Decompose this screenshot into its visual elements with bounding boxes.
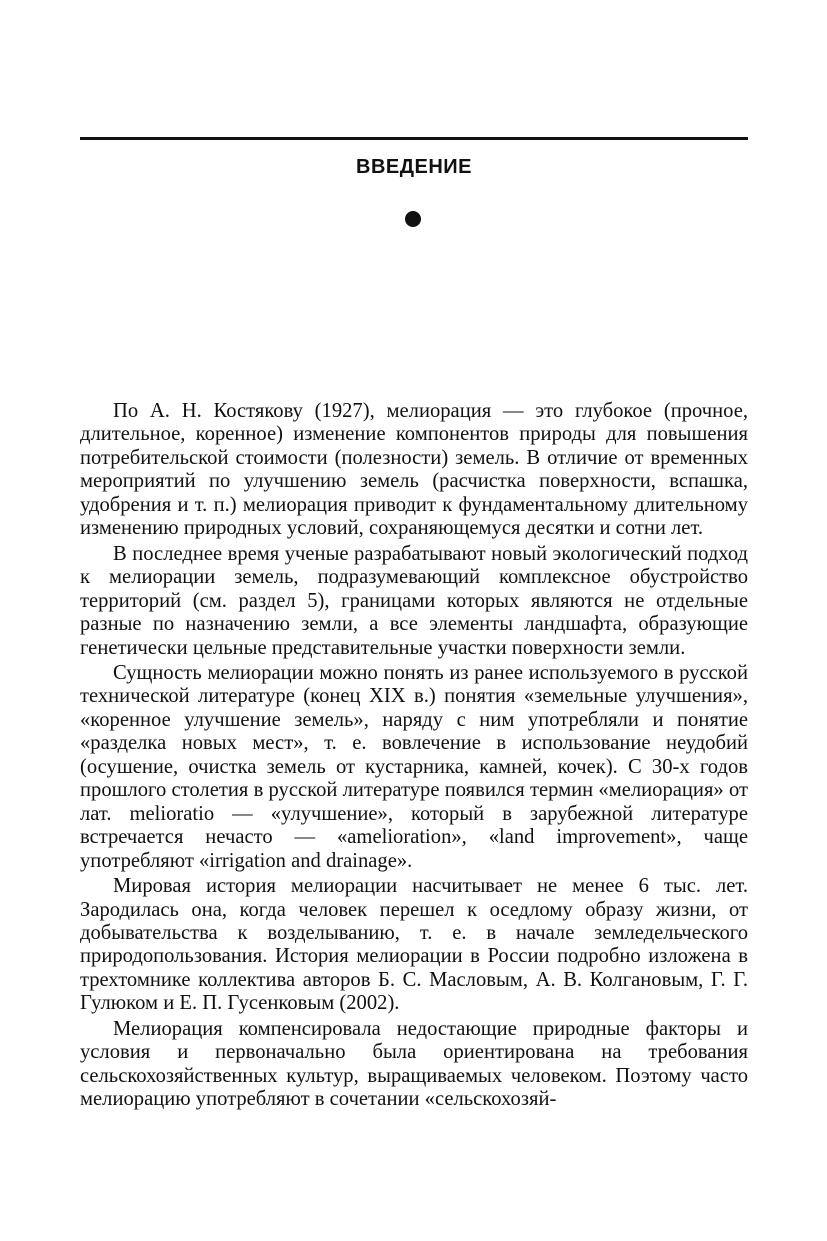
paragraph: Мировая история мелиорации насчитывает не менее 6 тыс. лет. Зародилась она, когда человек перешел к оседлому образу жизни, от добывательства к возделыванию, т. е. в начале земледельческого природопользования. История мелиорации в России подробно изложена в трехтомнике коллектива авторов Б. С. Масловым, А. В. Колгановым, Г. Г. Гулюком и Е. П. Гусенковым (2002). bbox=[80, 875, 748, 1015]
paragraph: Мелиорация компенсировала недостающие природные факторы и условия и первоначально была ориентирована на требования сельскохозяйственных культур, выращиваемых человеком. Поэтому часто мелиорацию употребляют в сочетании «сельскохозяй- bbox=[80, 1017, 748, 1111]
paragraph: По А. Н. Костякову (1927), мелиорация — это глубокое (прочное, длительное, коренное) изменение компонентов природы для повышения потребительской стоимости (полезности) земель. В отличие от временных мероприятий по улучшению земель (расчистка поверхности, вспашка, удобрения и т. п.) мелиорация приводит к фундаментальному длительному изменению природных условий, сохраняющемуся десятки и сотни лет. bbox=[80, 400, 748, 540]
top-rule bbox=[80, 137, 748, 140]
paragraph: В последнее время ученые разрабатывают новый экологический подход к мелиорации земель, подразумевающий комплексное обустройство территорий (см. раздел 5), границами которых являются не отдельные разные по назначению земли, а все элементы ландшафта, образующие генетически цельные представительные участки поверхности земли. bbox=[80, 542, 748, 659]
bullet-ornament-icon bbox=[405, 211, 421, 227]
body-text bbox=[80, 400, 748, 1114]
chapter-title: ВВЕДЕНИЕ bbox=[356, 156, 472, 178]
paragraph: Сущность мелиорации можно понять из ранее используемого в русской технической литературе (конец XIX в.) понятия «земельные улучшения», «коренное улучшение земель», наряду с ним употребляли и понятие «разделка новых мест», т. е. вовлечение в использование неудобий (осушение, очистка земель от кустарника, камней, кочек). С 30-х годов прошлого столетия в русской литературе появился термин «мелиорация» от лат. melioratio — «улучшение», который в зарубежной литературе встречается нечасто — «amelioration», «land improvement», чаще употребляют «irrigation and drainage». bbox=[80, 661, 748, 872]
